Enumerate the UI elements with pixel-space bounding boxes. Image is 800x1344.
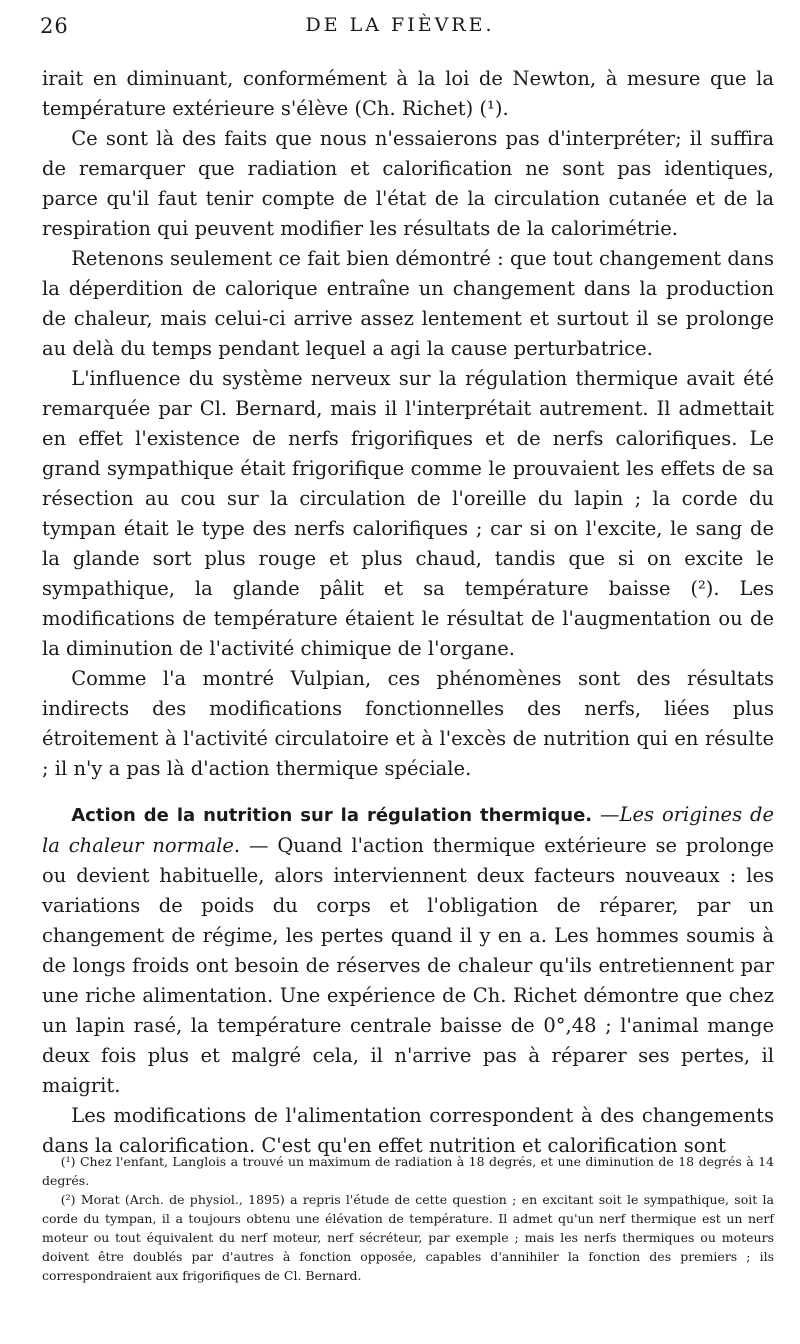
paragraph: irait en diminuant, conformément à la loi de Newton, à mesure que la température extérieure s'élève (Ch. Richet) (¹). bbox=[42, 67, 774, 120]
section-paragraph: Action de la nutrition sur la régulation thermique. —Les origines de la chaleur normale. — Quand l'action thermique extérieure se prolonge ou devient habituelle, alors interviennent deux facteurs nouveaux : les variations de poids du corps et l'obligation de réparer, par un changement de régime, les pertes quand il y en a. Les hommes soumis à de longs froids ont besoin de réserves de chaleur qu'ils entretiennent par une riche alimentation. Une expérience de Ch. Richet démontre que chez un lapin rasé, la température centrale baisse de 0°,48 ; l'animal mange deux fois plus et malgré cela, il n'arrive pas à réparer ses pertes, il maigrit. bbox=[42, 803, 775, 1097]
footnote: (²) Morat (Arch. de physiol., 1895) a repris l'étude de cette question ; en excitant soit le sympathique, soit la corde du tympan, il a toujours obtenu une élévation de température. Il admet qu'un nerf thermique est un nerf moteur ou tout équivalent du nerf moteur, nerf sécréteur, par exemple ; mais les nerfs thermiques ou moteurs doivent être doublés par d'autres à fonction opposée, capables d'annihiler la fonction des premiers ; ils correspondraient aux frigorifiques de Cl. Bernard. bbox=[42, 1192, 774, 1283]
body-text bbox=[42, 64, 774, 1161]
footnote: (¹) Chez l'enfant, Langlois a trouvé un maximum de radiation à 18 degrés, et une diminution de 18 degrés à 14 degrés. bbox=[42, 1154, 774, 1188]
paragraph: Retenons seulement ce fait bien démontré : que tout changement dans la déperdition de calorique entraîne un changement dans la production de chaleur, mais celui-ci arrive assez lentement et surtout il se prolonge au delà du temps pendant lequel a agi la cause perturbatrice. bbox=[42, 247, 774, 360]
section-text: — Quand l'action thermique extérieure se prolonge ou devient habituelle, alors interviennent deux facteurs nouveaux : les variations de poids du corps et l'obligation de réparer, par un changement de régime, les pertes quand il y en a. Les hommes soumis à de longs froids ont besoin de réserves de chaleur qu'ils entretiennent par une riche alimentation. Une expérience de Ch. Richet démontre que chez un lapin rasé, la température centrale baisse de 0°,48 ; l'animal mange deux fois plus et malgré cela, il n'arrive pas à réparer ses pertes, il maigrit. bbox=[42, 834, 775, 1097]
paragraph: Comme l'a montré Vulpian, ces phénomènes sont des résultats indirects des modifications fonctionnelles des nerfs, liées plus étroitement à l'activité circulatoire et à l'excès de nutrition qui en résulte ; il n'y a pas là d'action thermique spéciale. bbox=[42, 667, 774, 780]
paragraph: Les modifications de l'alimentation correspondent à des changements dans la calorification. C'est qu'en effet nutrition et calorification sont bbox=[42, 1104, 774, 1157]
section-heading: Action de la nutrition sur la régulation thermique. bbox=[71, 805, 593, 826]
paragraph: Ce sont là des faits que nous n'essaierons pas d'interpréter; il suffira de remarquer que radiation et calorification ne sont pas identiques, parce qu'il faut tenir compte de l'état de la circulation cutanée et de la respiration qui peuvent modifier les résultats de la calorimétrie. bbox=[42, 127, 774, 240]
paragraph: L'influence du système nerveux sur la régulation thermique avait été remarquée par Cl. Bernard, mais il l'interprétait autrement. Il admettait en effet l'existence de nerfs frigorifiques et de nerfs calorifiques. Le grand sympathique était frigorifique comme le prouvaient les effets de sa résection au cou sur la circulation de l'oreille du lapin ; la corde du tympan était le type des nerfs calorifiques ; car si on l'excite, le sang de la glande sort plus rouge et plus chaud, tandis que si on excite le sympathique, la glande pâlit et sa température baisse (²). Les modifications de température étaient le résultat de l'augmentation ou de la diminution de l'activité chimique de l'organe. bbox=[42, 367, 774, 660]
running-title: DE LA FIÈVRE. bbox=[305, 14, 495, 36]
section-subheading: Les origines de la chaleur normale. bbox=[42, 803, 774, 857]
footnotes bbox=[42, 1152, 774, 1285]
page-number: 26 bbox=[40, 14, 69, 38]
